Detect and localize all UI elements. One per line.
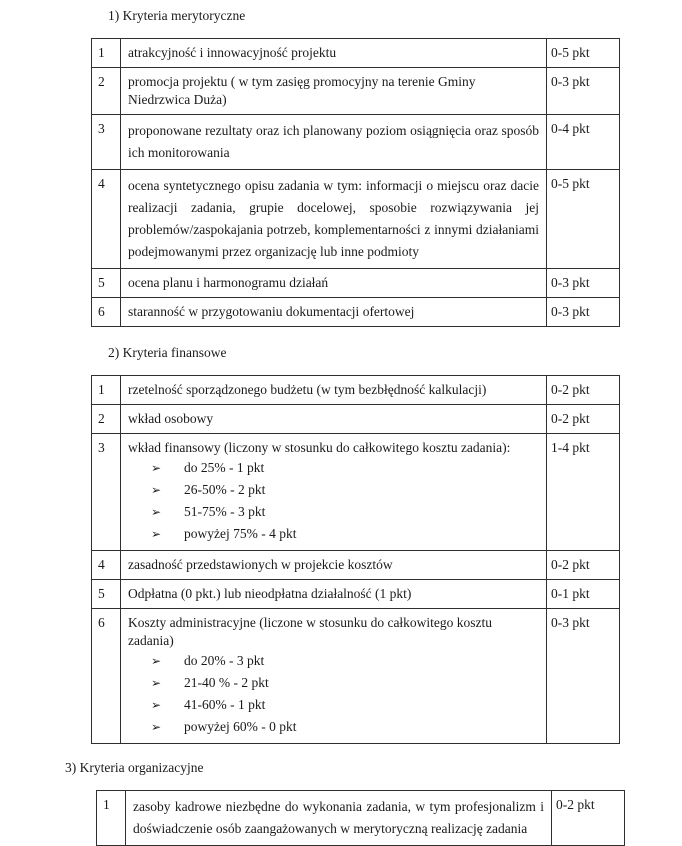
criterion-cell: [121, 68, 547, 115]
points-cell: 0-5 pkt: [547, 170, 620, 269]
points-cell: 0-4 pkt: [547, 115, 620, 170]
criterion-cell: [121, 551, 547, 580]
arrow-bullet-icon: ➢: [151, 483, 162, 497]
bullet-text: powyżej 75% - 4 pkt: [184, 526, 297, 541]
arrow-bullet-icon: ➢: [151, 654, 162, 668]
row-number: 4: [92, 551, 121, 580]
row-number: 2: [92, 68, 121, 115]
bullet-item: [128, 523, 539, 545]
points-cell: 1-4 pkt: [547, 434, 620, 551]
row-number: 1: [92, 39, 121, 68]
criterion-cell: [121, 609, 547, 744]
arrow-bullet-icon: ➢: [151, 698, 162, 712]
points-cell: 0-5 pkt: [547, 39, 620, 68]
row-number: 2: [92, 405, 121, 434]
table-row: [92, 68, 620, 115]
criterion-text: proponowane rezultaty oraz ich planowany poziom osiągnięcia oraz sposób ich monitorowania: [128, 123, 539, 160]
criterion-text: zasadność przedstawionych w projekcie kosztów: [128, 557, 393, 572]
bullet-text: 41-60% - 1 pkt: [184, 697, 266, 712]
table-row: [92, 39, 620, 68]
row-number: 6: [92, 298, 121, 327]
points-cell: 0-3 pkt: [547, 298, 620, 327]
row-number: 1: [97, 791, 126, 846]
table-row: [92, 298, 620, 327]
criterion-text: ocena planu i harmonogramu działań: [128, 275, 329, 290]
bullet-item: [128, 457, 539, 479]
criterion-text: wkład finansowy (liczony w stosunku do całkowitego kosztu zadania):: [128, 440, 511, 455]
criterion-cell: [121, 269, 547, 298]
criterion-text: Odpłatna (0 pkt.) lub nieodpłatna działalność (1 pkt): [128, 586, 412, 601]
section-heading-merytoryczne: 1) Kryteria merytoryczne: [108, 8, 246, 23]
row-number: 3: [92, 115, 121, 170]
criterion-cell: [121, 580, 547, 609]
row-number: 4: [92, 170, 121, 269]
criterion-cell: [121, 434, 547, 551]
bullet-item: [128, 716, 539, 738]
section-heading-finansowe: 2) Kryteria finansowe: [108, 345, 227, 360]
table-row: [97, 791, 625, 846]
criteria-table-organizacyjne: [96, 790, 625, 846]
table-row: [92, 434, 620, 551]
bullet-text: 51-75% - 3 pkt: [184, 504, 266, 519]
criterion-text: wkład osobowy: [128, 411, 214, 426]
points-cell: 0-1 pkt: [547, 580, 620, 609]
arrow-bullet-icon: ➢: [151, 527, 162, 541]
table-row: [92, 376, 620, 405]
criterion-text: zasoby kadrowe niezbędne do wykonania zadania, w tym profesjonalizm i doświadczenie osób zaangażowanych w merytoryczną realizację zadania: [133, 799, 544, 836]
criterion-text: promocja projektu ( w tym zasięg promocyjny na terenie Gminy Niedrzwica Duża): [128, 74, 476, 107]
row-number: 5: [92, 269, 121, 298]
criteria-table-finansowe: [91, 375, 620, 744]
criterion-text: ocena syntetycznego opisu zadania w tym: informacji o miejscu oraz dacie realizacji zadania, grupie docelowej, sposobie rozwiązywania jej problemów/zaspokajania potrzeb, komplementarności z innymi działaniami podejmowanymi przez organizację lub inne podmioty: [128, 178, 539, 259]
table-row: [92, 170, 620, 269]
bullet-item: [128, 479, 539, 501]
points-cell: 0-2 pkt: [547, 405, 620, 434]
row-number: 5: [92, 580, 121, 609]
table-row: [92, 115, 620, 170]
row-number: 6: [92, 609, 121, 744]
bullet-item: [128, 672, 539, 694]
criterion-cell: [121, 376, 547, 405]
criterion-cell: [121, 405, 547, 434]
points-cell: 0-3 pkt: [547, 269, 620, 298]
table-row: [92, 551, 620, 580]
bullet-item: [128, 694, 539, 716]
bullet-text: powyżej 60% - 0 pkt: [184, 719, 297, 734]
row-number: 1: [92, 376, 121, 405]
criterion-cell: [121, 298, 547, 327]
criterion-text: atrakcyjność i innowacyjność projektu: [128, 45, 337, 60]
points-cell: 0-3 pkt: [547, 68, 620, 115]
points-cell: 0-2 pkt: [552, 791, 625, 846]
bullet-item: [128, 501, 539, 523]
arrow-bullet-icon: ➢: [151, 676, 162, 690]
criterion-cell: [126, 791, 552, 846]
criterion-text: rzetelność sporządzonego budżetu (w tym bezbłędność kalkulacji): [128, 382, 487, 397]
bullet-text: 21-40 % - 2 pkt: [184, 675, 269, 690]
table-row: [92, 405, 620, 434]
table-row: [92, 609, 620, 744]
criterion-cell: [121, 39, 547, 68]
criteria-table-merytoryczne: [91, 38, 620, 327]
table-row: [92, 269, 620, 298]
criterion-cell: [121, 115, 547, 170]
arrow-bullet-icon: ➢: [151, 720, 162, 734]
arrow-bullet-icon: ➢: [151, 461, 162, 475]
points-cell: 0-2 pkt: [547, 376, 620, 405]
points-cell: 0-2 pkt: [547, 551, 620, 580]
arrow-bullet-icon: ➢: [151, 505, 162, 519]
criterion-text: staranność w przygotowaniu dokumentacji ofertowej: [128, 304, 415, 319]
criterion-text: Koszty administracyjne (liczone w stosunku do całkowitego kosztu zadania): [128, 615, 493, 648]
section-heading-organizacyjne: 3) Kryteria organizacyjne: [65, 760, 204, 775]
bullet-text: do 20% - 3 pkt: [184, 653, 265, 668]
bullet-text: 26-50% - 2 pkt: [184, 482, 266, 497]
table-row: [92, 580, 620, 609]
points-cell: 0-3 pkt: [547, 609, 620, 744]
bullet-text: do 25% - 1 pkt: [184, 460, 265, 475]
bullet-item: [128, 650, 539, 672]
criterion-cell: [121, 170, 547, 269]
row-number: 3: [92, 434, 121, 551]
